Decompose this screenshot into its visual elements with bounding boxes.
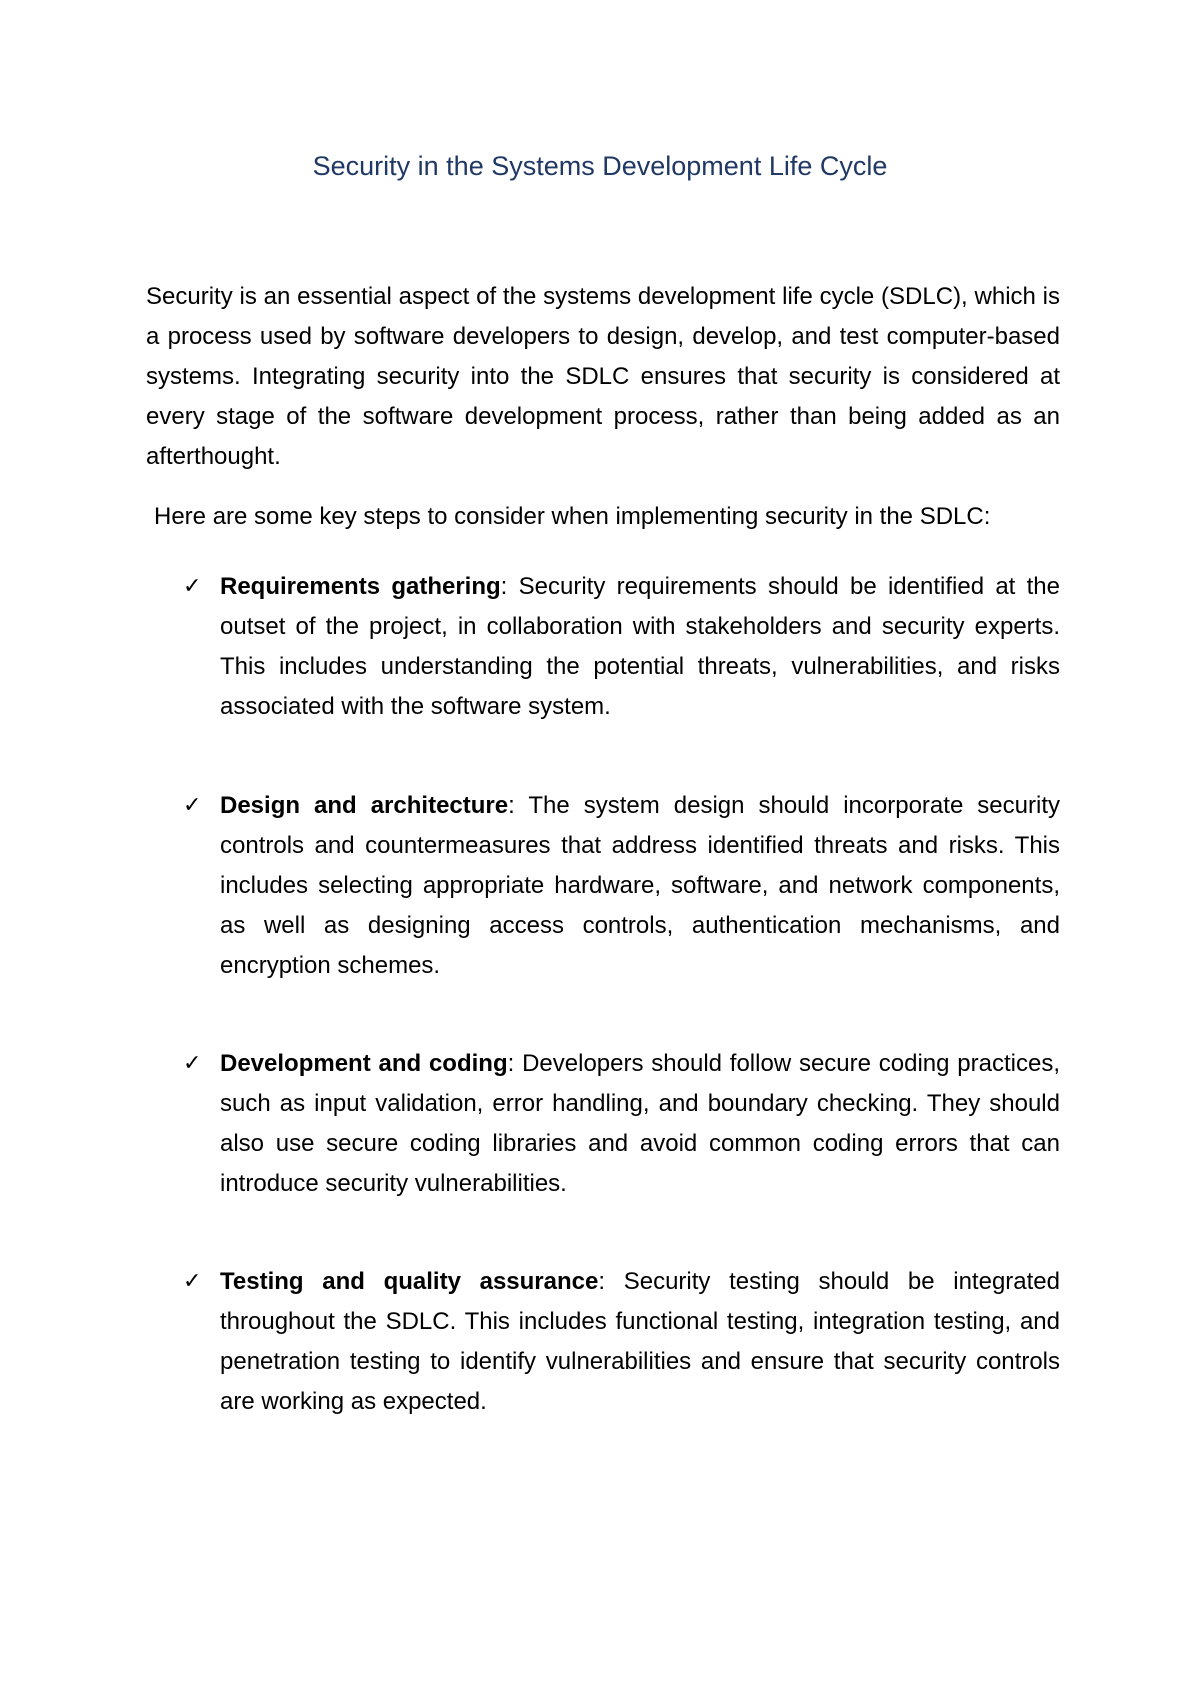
step-text [220, 567, 1060, 727]
step-text [220, 1044, 1060, 1204]
step-description: : Developers should follow secure coding practices, such as input validation, error handling, and boundary checking. They should also use secure coding libraries and avoid common coding errors that can introduce security vulnerabilities. [220, 1050, 1060, 1197]
document-title: Security in the Systems Development Life Cycle [312, 151, 888, 181]
step-text [220, 786, 1060, 986]
checkmark-icon: ✓ [183, 1051, 202, 1076]
step-text [220, 1262, 1060, 1422]
checkmark-icon: ✓ [183, 793, 202, 818]
step-title: Design and architecture [220, 792, 509, 819]
step-title: Development and coding [220, 1050, 508, 1077]
checkmark-icon: ✓ [183, 1269, 202, 1294]
step-description: : Security testing should be integrated throughout the SDLC. This includes functional testing, integration testing, and penetration testing to identify vulnerabilities and ensure that security controls are working as expected. [220, 1268, 1060, 1415]
steps-lead-paragraph: Here are some key steps to consider when implementing security in the SDLC: [154, 503, 991, 530]
checkmark-icon: ✓ [183, 574, 202, 599]
step-title: Testing and quality assurance [220, 1268, 599, 1295]
step-description: : The system design should incorporate security controls and countermeasures that address identified threats and risks. This includes selecting appropriate hardware, software, and network components, as well as designing access controls, authentication mechanisms, and encryption schemes. [220, 792, 1060, 979]
intro-paragraph: Security is an essential aspect of the systems development life cycle (SDLC), which is a process used by software developers to design, develop, and test computer-based systems. Integrating security into the SDLC ensures that security is considered at every stage of the software development process, rather than being added as an afterthought. [146, 283, 1060, 470]
step-description: : Security requirements should be identified at the outset of the project, in collaboration with stakeholders and security experts. This includes understanding the potential threats, vulnerabilities, and risks associated with the software system. [220, 573, 1061, 720]
step-title: Requirements gathering [220, 573, 501, 600]
